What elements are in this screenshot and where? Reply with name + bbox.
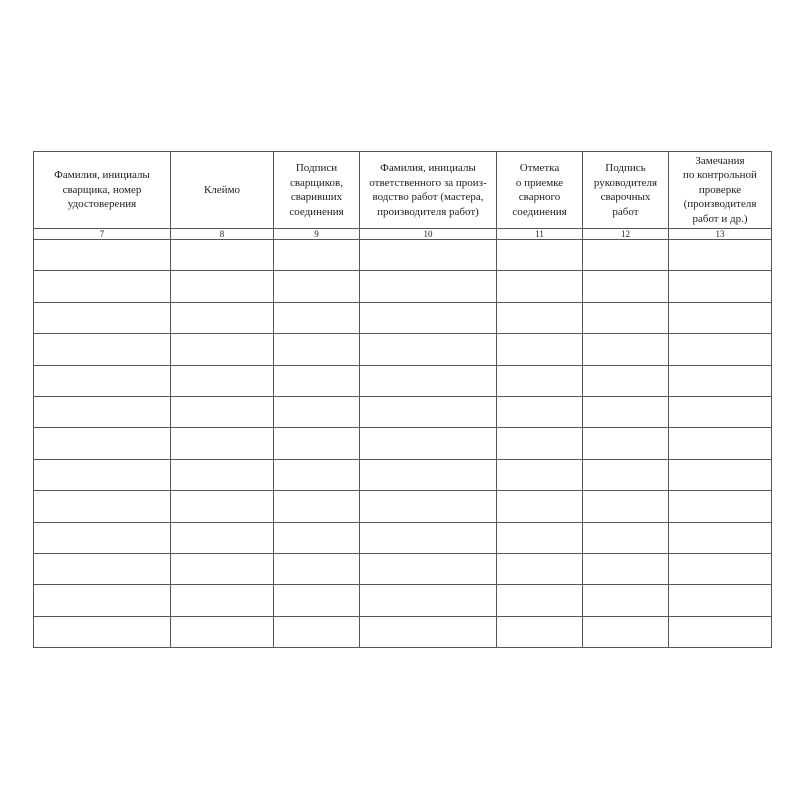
table-cell[interactable] (171, 271, 274, 302)
table-cell[interactable] (274, 302, 360, 333)
table-cell[interactable] (274, 240, 360, 271)
table-cell[interactable] (583, 240, 669, 271)
table-cell[interactable] (360, 302, 497, 333)
table-cell[interactable] (497, 491, 583, 522)
column-number: 10 (360, 229, 497, 240)
table-cell[interactable] (274, 365, 360, 396)
table-cell[interactable] (34, 240, 171, 271)
table-cell[interactable] (497, 616, 583, 647)
table-cell[interactable] (669, 334, 772, 365)
table-cell[interactable] (669, 428, 772, 459)
table-cell[interactable] (497, 396, 583, 427)
header-welder-signatures-text: Подписи сварщиков, сваривших соединения (289, 162, 344, 218)
table-cell[interactable] (360, 616, 497, 647)
table-row (34, 365, 772, 396)
table-cell[interactable] (669, 396, 772, 427)
table-cell[interactable] (497, 365, 583, 396)
header-remarks (669, 152, 772, 229)
table-row (34, 240, 772, 271)
table-cell[interactable] (669, 240, 772, 271)
table-cell[interactable] (583, 585, 669, 616)
table-cell[interactable] (274, 334, 360, 365)
table-cell[interactable] (274, 522, 360, 553)
table-cell[interactable] (171, 553, 274, 584)
table-cell[interactable] (583, 491, 669, 522)
table-row (34, 396, 772, 427)
table-cell[interactable] (34, 271, 171, 302)
table-cell[interactable] (669, 491, 772, 522)
table-cell[interactable] (34, 334, 171, 365)
table-cell[interactable] (171, 302, 274, 333)
header-responsible-person (360, 152, 497, 229)
table-row (34, 271, 772, 302)
table-cell[interactable] (583, 428, 669, 459)
table-cell[interactable] (171, 428, 274, 459)
table-cell[interactable] (171, 365, 274, 396)
table-row (34, 522, 772, 553)
table-cell[interactable] (583, 459, 669, 490)
table-cell[interactable] (171, 459, 274, 490)
table-cell[interactable] (274, 585, 360, 616)
header-supervisor-signature-text: Подпись руководителя сварочных работ (593, 162, 658, 218)
table-cell[interactable] (171, 240, 274, 271)
column-number: 12 (583, 229, 669, 240)
table-cell[interactable] (669, 302, 772, 333)
table-row (34, 302, 772, 333)
header-remarks-text: Замечания по контрольной проверке (производителя работ и др.) (683, 154, 757, 225)
table-cell[interactable] (360, 334, 497, 365)
table-row (34, 491, 772, 522)
header-welder-name (34, 152, 171, 229)
table-cell[interactable] (34, 522, 171, 553)
table-cell[interactable] (497, 553, 583, 584)
table-cell[interactable] (360, 491, 497, 522)
column-number-row (34, 229, 772, 240)
table-cell[interactable] (497, 585, 583, 616)
table-cell[interactable] (583, 365, 669, 396)
table-cell[interactable] (274, 271, 360, 302)
header-stamp-text: Клеймо (203, 183, 241, 196)
table-cell[interactable] (171, 396, 274, 427)
table-cell[interactable] (34, 428, 171, 459)
table-cell[interactable] (274, 396, 360, 427)
table-row (34, 459, 772, 490)
table-cell[interactable] (360, 522, 497, 553)
table-cell[interactable] (669, 459, 772, 490)
table-cell[interactable] (583, 334, 669, 365)
table-cell[interactable] (34, 396, 171, 427)
table-cell[interactable] (34, 491, 171, 522)
table-cell[interactable] (360, 365, 497, 396)
table-cell[interactable] (171, 585, 274, 616)
table-cell[interactable] (669, 585, 772, 616)
table-cell[interactable] (583, 271, 669, 302)
table-cell[interactable] (274, 616, 360, 647)
table-cell[interactable] (34, 585, 171, 616)
table-cell[interactable] (497, 459, 583, 490)
header-acceptance-mark-text: Отметка о приемке сварного соединения (512, 162, 567, 218)
table-row (34, 616, 772, 647)
table-cell[interactable] (669, 365, 772, 396)
table-cell[interactable] (274, 491, 360, 522)
table-cell[interactable] (274, 459, 360, 490)
table-cell[interactable] (583, 396, 669, 427)
column-number: 11 (497, 229, 583, 240)
table-cell[interactable] (171, 522, 274, 553)
table-cell[interactable] (497, 271, 583, 302)
table-row (34, 428, 772, 459)
table-row (34, 334, 772, 365)
column-number: 13 (669, 229, 772, 240)
table-cell[interactable] (669, 553, 772, 584)
header-supervisor-signature (583, 152, 669, 229)
table-cell[interactable] (669, 522, 772, 553)
table-cell[interactable] (583, 553, 669, 584)
table-cell[interactable] (497, 428, 583, 459)
table-cell[interactable] (360, 240, 497, 271)
table-cell[interactable] (171, 491, 274, 522)
header-stamp (171, 152, 274, 229)
table-cell[interactable] (34, 553, 171, 584)
table-row (34, 553, 772, 584)
table-cell[interactable] (34, 365, 171, 396)
table-cell[interactable] (274, 553, 360, 584)
table-cell[interactable] (360, 585, 497, 616)
table-cell[interactable] (360, 459, 497, 490)
table-cell[interactable] (360, 396, 497, 427)
table-cell[interactable] (34, 616, 171, 647)
header-welder-name-text: Фамилия, инициалы сварщика, номер удостоверения (54, 169, 150, 211)
column-number: 8 (171, 229, 274, 240)
table-cell[interactable] (669, 271, 772, 302)
table-cell[interactable] (583, 522, 669, 553)
header-row (34, 152, 772, 229)
welding-journal-table (33, 151, 772, 648)
table-cell[interactable] (360, 271, 497, 302)
table-cell[interactable] (171, 616, 274, 647)
header-responsible-person-text: Фамилия, инициалы ответственного за произ- водство работ (мастера, производителя работ) (369, 162, 487, 218)
table-cell[interactable] (34, 459, 171, 490)
column-number: 7 (34, 229, 171, 240)
table-cell[interactable] (34, 302, 171, 333)
table-cell[interactable] (583, 616, 669, 647)
table-cell[interactable] (360, 553, 497, 584)
table-cell[interactable] (583, 302, 669, 333)
table-cell[interactable] (171, 334, 274, 365)
table-cell[interactable] (669, 616, 772, 647)
table-cell[interactable] (497, 302, 583, 333)
table-cell[interactable] (497, 522, 583, 553)
header-acceptance-mark (497, 152, 583, 229)
header-welder-signatures (274, 152, 360, 229)
journal-body (34, 240, 772, 648)
table-cell[interactable] (360, 428, 497, 459)
table-row (34, 585, 772, 616)
table-cell[interactable] (274, 428, 360, 459)
table-cell[interactable] (497, 334, 583, 365)
column-number: 9 (274, 229, 360, 240)
table-cell[interactable] (497, 240, 583, 271)
